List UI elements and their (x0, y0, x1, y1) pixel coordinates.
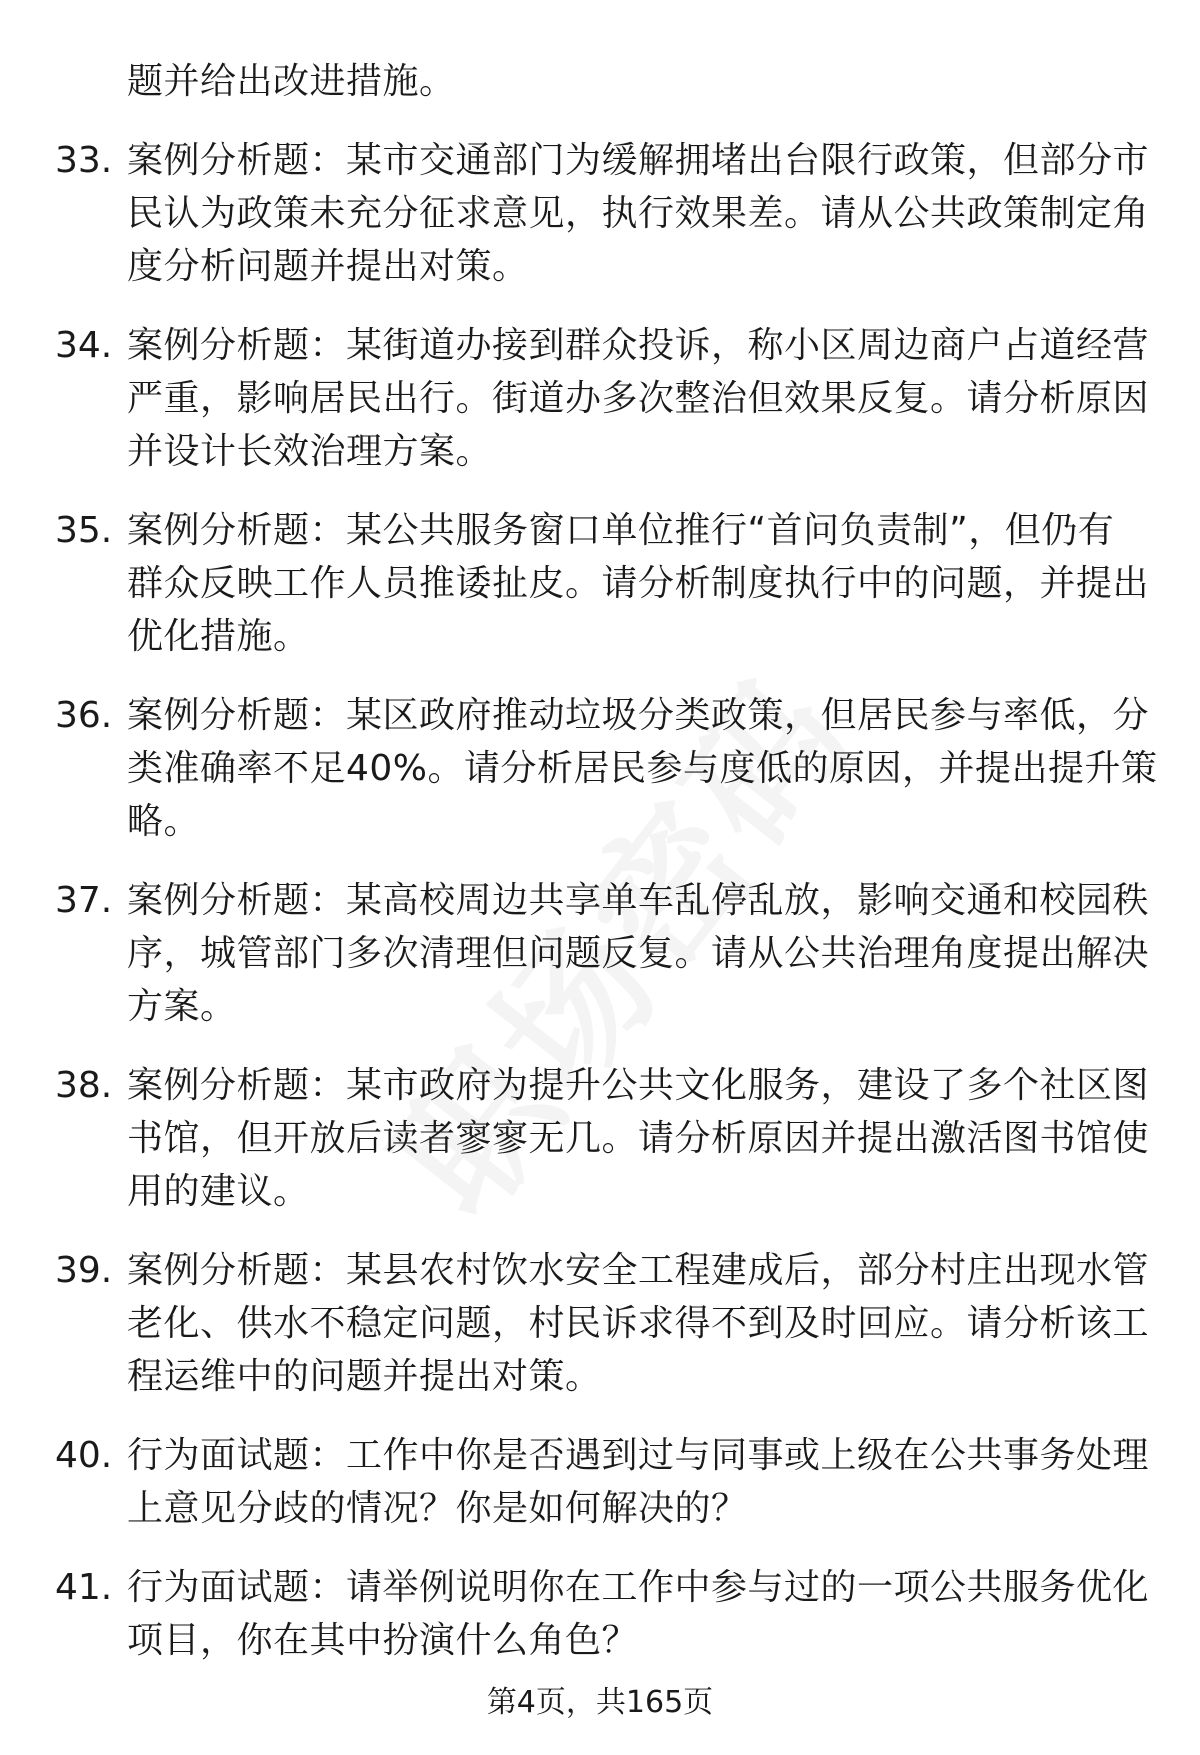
text-line: 序，城管部门多次清理但问题反复。请从公共治理角度提出解决 (127, 933, 1150, 974)
question-37 (55, 874, 1150, 1033)
text-line: 类准确率不足40%。请分析居民参与度低的原因，并提出提升策 (127, 748, 1158, 789)
text-line: 题并给出改进措施。 (127, 61, 456, 102)
text-line: 上意见分歧的情况？你是如何解决的？ (127, 1488, 748, 1529)
text-line: 案例分析题：某市政府为提升公共文化服务，建设了多个社区图 (127, 1065, 1150, 1106)
text-line: 案例分析题：某街道办接到群众投诉，称小区周边商户占道经营 (127, 325, 1150, 366)
continuation-text (55, 55, 1150, 108)
question-number: 35. (55, 510, 113, 551)
question-number: 38. (55, 1065, 113, 1106)
text-line: 群众反映工作人员推诿扯皮。请分析制度执行中的问题，并提出 (127, 563, 1150, 604)
question-33 (55, 134, 1150, 293)
text-line: 度分析问题并提出对策。 (127, 246, 529, 287)
text-line: 严重，影响居民出行。街道办多次整治但效果反复。请分析原因 (127, 378, 1150, 419)
question-36 (55, 689, 1158, 848)
question-39 (55, 1244, 1150, 1403)
text-line: 民认为政策未充分征求意见，执行效果差。请从公共政策制定角 (127, 193, 1150, 234)
question-number: 39. (55, 1250, 113, 1291)
text-line: 用的建议。 (127, 1171, 310, 1212)
text-line: 案例分析题：某高校周边共享单车乱停乱放，影响交通和校园秩 (127, 880, 1150, 921)
text-line: 行为面试题：请举例说明你在工作中参与过的一项公共服务优化 (127, 1567, 1150, 1608)
question-number: 36. (55, 695, 113, 736)
question-number: 40. (55, 1435, 113, 1476)
page-footer: 第4页，共165页 (486, 1685, 714, 1720)
question-list (55, 55, 1158, 1693)
text-line: 案例分析题：某县农村饮水安全工程建成后，部分村庄出现水管 (127, 1250, 1150, 1291)
text-line: 老化、供水不稳定问题，村民诉求得不到及时回应。请分析该工 (127, 1303, 1150, 1344)
text-line: 并设计长效治理方案。 (127, 431, 493, 472)
text-line: 项目，你在其中扮演什么角色？ (127, 1620, 639, 1661)
question-41 (55, 1561, 1150, 1667)
question-38 (55, 1059, 1150, 1218)
text-line: 案例分析题：某市交通部门为缓解拥堵出台限行政策，但部分市 (127, 140, 1150, 181)
question-34 (55, 319, 1150, 478)
text-line: 优化措施。 (127, 616, 310, 657)
question-35 (55, 504, 1150, 663)
question-number: 33. (55, 140, 113, 181)
text-line: 略。 (127, 801, 201, 842)
text-line: 方案。 (127, 986, 237, 1027)
question-number: 37. (55, 880, 113, 921)
question-number: 41. (55, 1567, 113, 1608)
question-number: 34. (55, 325, 113, 366)
question-40 (55, 1429, 1150, 1535)
text-line: 书馆，但开放后读者寥寥无几。请分析原因并提出激活图书馆使 (127, 1118, 1150, 1159)
text-line: 程运维中的问题并提出对策。 (127, 1356, 602, 1397)
text-line: 案例分析题：某区政府推动垃圾分类政策，但居民参与率低，分 (127, 695, 1150, 736)
text-line: 案例分析题：某公共服务窗口单位推行“首问负责制”，但仍有 (127, 510, 1115, 551)
text-line: 行为面试题：工作中你是否遇到过与同事或上级在公共事务处理 (127, 1435, 1150, 1476)
